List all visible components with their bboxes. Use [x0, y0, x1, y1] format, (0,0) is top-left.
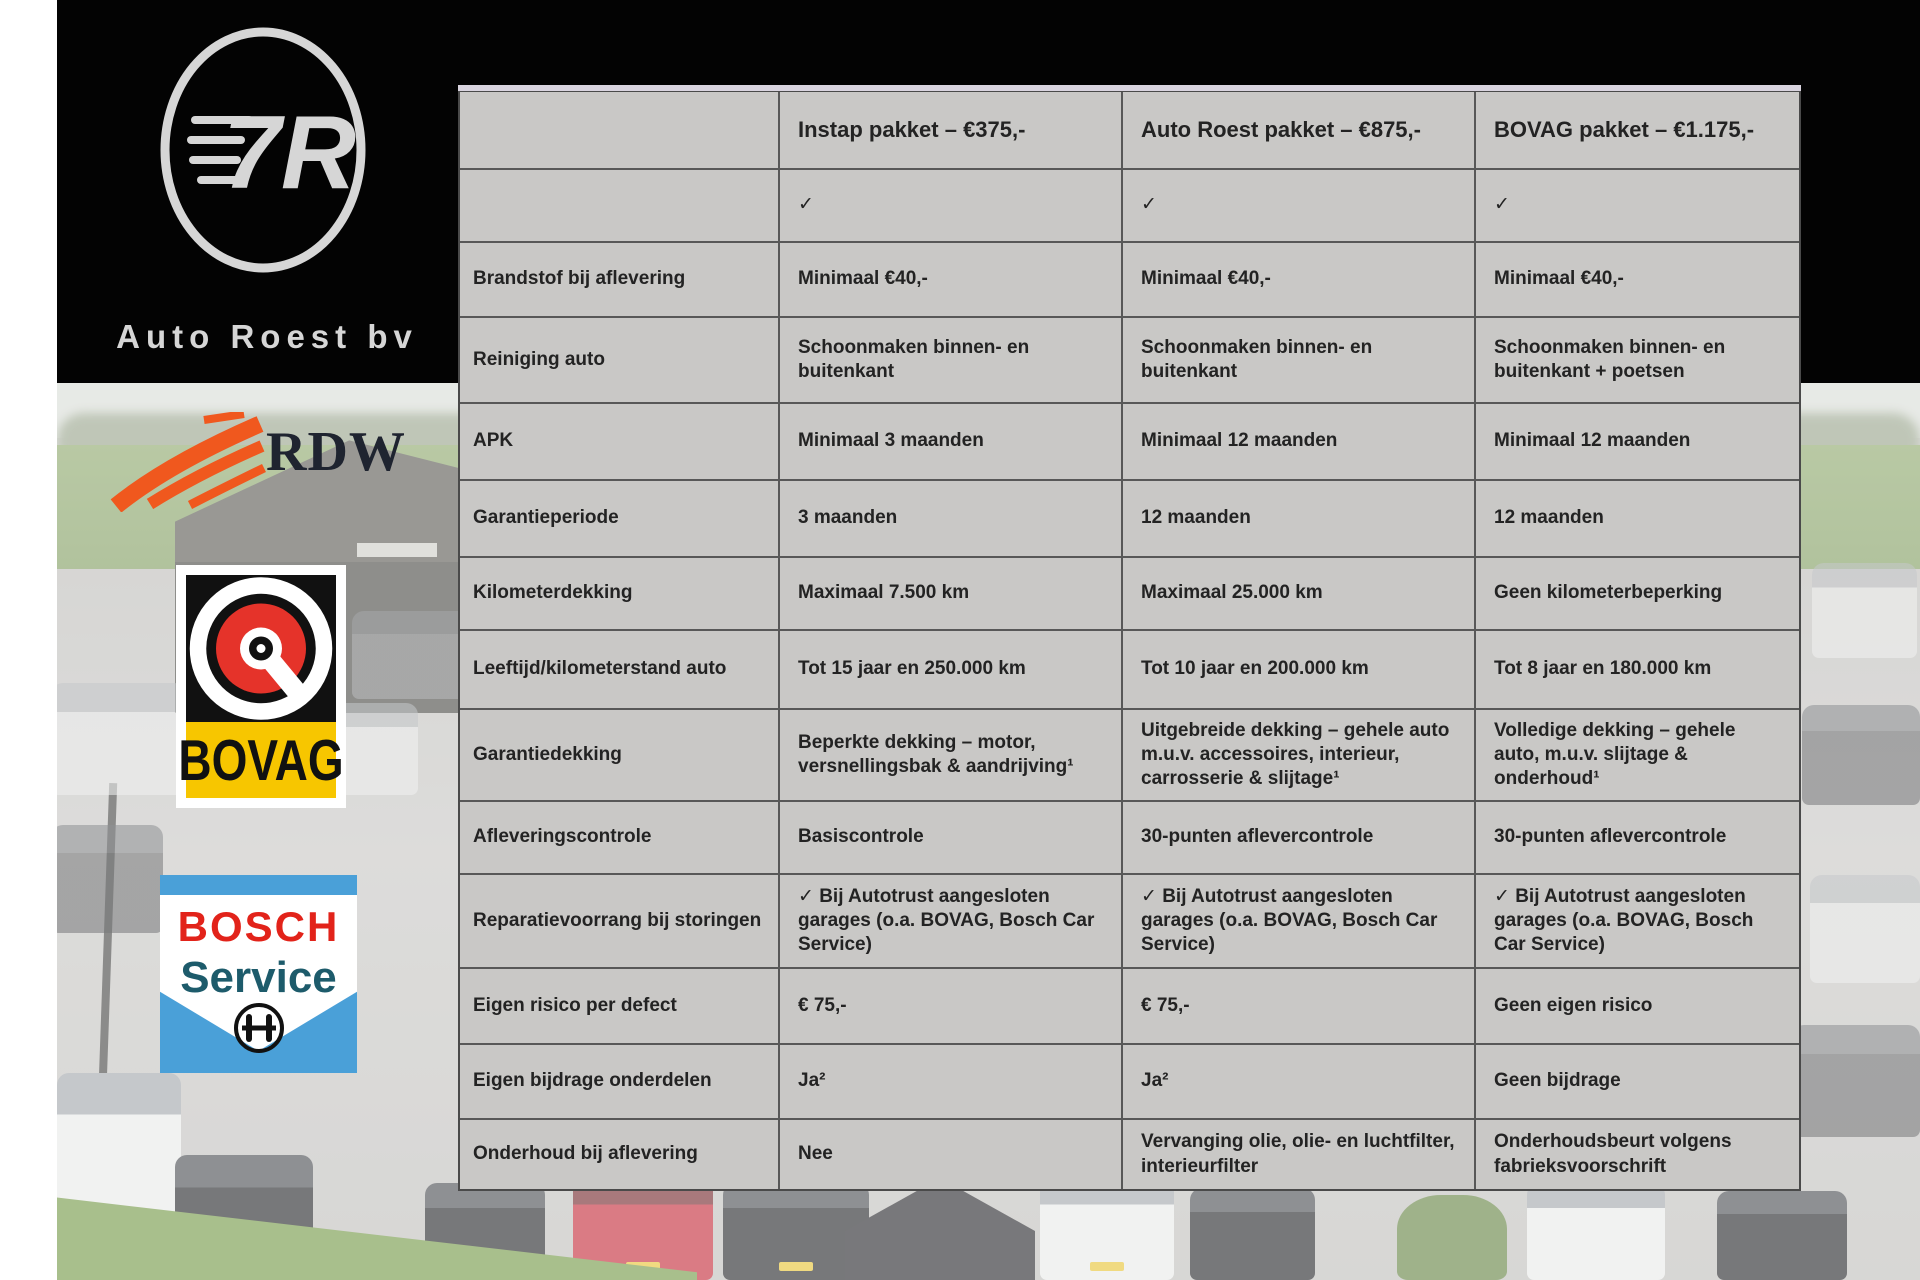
rdw-logo	[108, 412, 408, 517]
row-label: Garantieperiode	[460, 481, 780, 558]
table-cell: € 75,-	[780, 969, 1123, 1045]
table-cell: 3 maanden	[780, 481, 1123, 558]
table-cell: 30-punten aflevercontrole	[1123, 802, 1476, 875]
table-cell: Vervanging olie, olie- en luchtfilter, interieurfilter	[1123, 1120, 1476, 1189]
table-cell: Onderhoudsbeurt volgens fabrieksvoorschrift	[1476, 1120, 1799, 1189]
table-cell: Minimaal 12 maanden	[1123, 404, 1476, 481]
monogram-text: 7R	[223, 95, 356, 211]
table-cell: Schoonmaken binnen- en buitenkant	[780, 318, 1123, 404]
bosch-wordmark: BOSCH	[177, 903, 340, 950]
table-cell: ✓ Bij Autotrust aangesloten garages (o.a. BOVAG, Bosch Car Service)	[1476, 875, 1799, 969]
table-cell: 30-punten aflevercontrole	[1476, 802, 1799, 875]
bovag-band	[178, 722, 344, 798]
bovag-logo	[176, 565, 346, 808]
bosch-service-logo	[160, 875, 357, 1073]
table-cell: Minimaal 3 maanden	[780, 404, 1123, 481]
table-cell: Schoonmaken binnen- en buitenkant	[1123, 318, 1476, 404]
table-cell: Geen bijdrage	[1476, 1045, 1799, 1120]
table-cell: Tot 10 jaar en 200.000 km	[1123, 631, 1476, 710]
table-cell: Tot 15 jaar en 250.000 km	[780, 631, 1123, 710]
service-wordmark: Service	[180, 953, 337, 1002]
table-cell: Nee	[780, 1120, 1123, 1189]
row-label: Reparatievoorrang bij storingen	[460, 875, 780, 969]
row-label: Afleveringscontrole	[460, 802, 780, 875]
rdw-wing-icon	[108, 412, 273, 512]
row-label: Reiniging auto	[460, 318, 780, 404]
table-cell: Minimaal €40,-	[1476, 243, 1799, 318]
table-cell: ✓ Bij Autotrust aangesloten garages (o.a. BOVAG, Bosch Car Service)	[1123, 875, 1476, 969]
column-header: Auto Roest pakket – €875,-	[1123, 92, 1476, 170]
table-cell: Minimaal €40,-	[1123, 243, 1476, 318]
table-cell: ✓	[780, 170, 1123, 243]
table-cell: Minimaal 12 maanden	[1476, 404, 1799, 481]
table-cell: Maximaal 25.000 km	[1123, 558, 1476, 631]
table-cell: Volledige dekking – gehele auto, m.u.v. slijtage & onderhoud¹	[1476, 710, 1799, 802]
table-cell: Geen kilometerbeperking	[1476, 558, 1799, 631]
column-header: Instap pakket – €375,-	[780, 92, 1123, 170]
row-label: Garantiedekking	[460, 710, 780, 802]
table-cell: ✓	[1123, 170, 1476, 243]
table-cell: Ja²	[780, 1045, 1123, 1120]
brand-name: Auto Roest bv	[116, 318, 418, 355]
rdw-wordmark: RDW	[266, 421, 406, 483]
table-cell: Tot 8 jaar en 180.000 km	[1476, 631, 1799, 710]
column-header: BOVAG pakket – €1.175,-	[1476, 92, 1799, 170]
auto-roest-logo	[157, 24, 369, 276]
table-cell: € 75,-	[1123, 969, 1476, 1045]
row-label: Eigen bijdrage onderdelen	[460, 1045, 780, 1120]
table-cell: Maximaal 7.500 km	[780, 558, 1123, 631]
table-cell: Schoonmaken binnen- en buitenkant + poetsen	[1476, 318, 1799, 404]
bovag-emblem-icon	[186, 575, 336, 722]
table-cell: Uitgebreide dekking – gehele auto m.u.v. accessoires, interieur, carrosserie & slijtage¹	[1123, 710, 1476, 802]
table-cell: ✓ Bij Autotrust aangesloten garages (o.a. BOVAG, Bosch Car Service)	[780, 875, 1123, 969]
table-cell: Geen eigen risico	[1476, 969, 1799, 1045]
row-label: Eigen risico per defect	[460, 969, 780, 1045]
bosch-armature-icon	[232, 1001, 286, 1055]
table-cell: Beperkte dekking – motor, versnellingsbak & aandrijving¹	[780, 710, 1123, 802]
corner-cell	[460, 92, 780, 170]
bovag-wordmark: BOVAG	[178, 727, 344, 793]
table-cell: ✓	[1476, 170, 1799, 243]
row-label: Onderhoud bij aflevering	[460, 1120, 780, 1189]
table-cell: 12 maanden	[1476, 481, 1799, 558]
table-cell: Minimaal €40,-	[780, 243, 1123, 318]
package-table	[458, 90, 1801, 1191]
row-label: Leeftijd/kilometerstand auto	[460, 631, 780, 710]
table-cell: 12 maanden	[1123, 481, 1476, 558]
row-label: APK	[460, 404, 780, 481]
row-label: Brandstof bij aflevering	[460, 243, 780, 318]
table-cell: Basiscontrole	[780, 802, 1123, 875]
row-label	[460, 170, 780, 243]
table-cell: Ja²	[1123, 1045, 1476, 1120]
row-label: Kilometerdekking	[460, 558, 780, 631]
